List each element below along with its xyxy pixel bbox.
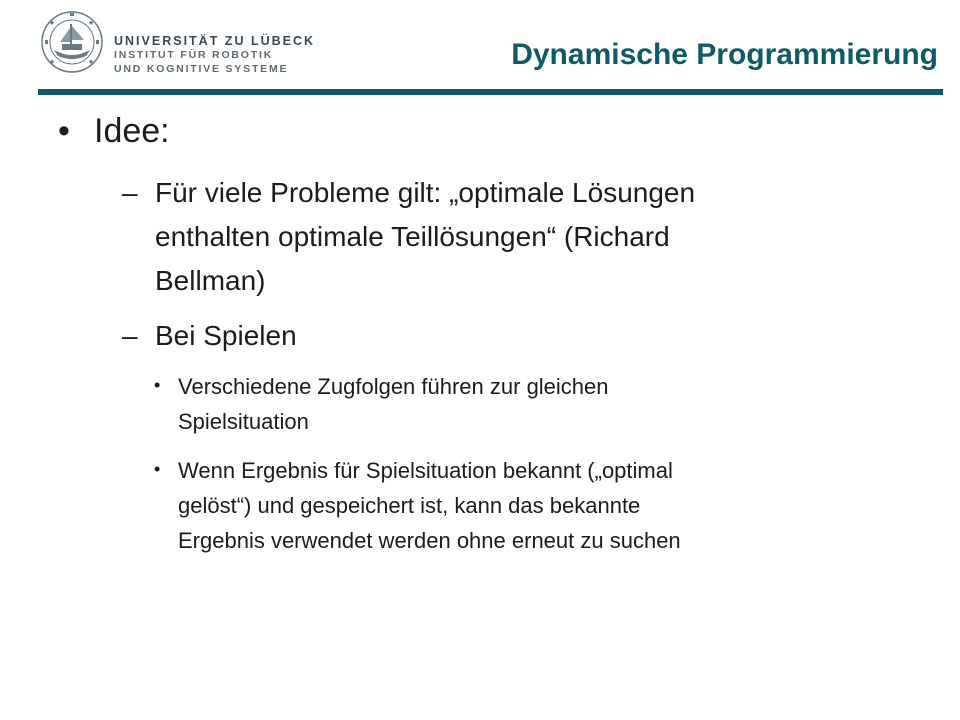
dash-icon: – — [122, 177, 138, 208]
university-name — [114, 34, 315, 76]
dash-icon: – — [122, 320, 138, 351]
sub-sub-bullet-text — [178, 453, 878, 558]
sub-bullet-text: Bei Spielen — [155, 320, 297, 351]
text-line: Für viele Probleme gilt: „optimale Lösungen — [155, 177, 696, 208]
bullet-text: Idee: — [94, 112, 170, 150]
university-line-3: UND KOGNITIVE SYSTEME — [114, 63, 289, 75]
text-line: Bellman) — [155, 265, 266, 296]
bullet-dot-icon: • — [154, 375, 161, 395]
sub-bullet-text — [155, 171, 915, 303]
slide-title: Dynamische Programmierung — [511, 38, 938, 71]
university-line-2: INSTITUT FÜR ROBOTIK — [114, 49, 274, 61]
university-line-1: UNIVERSITÄT ZU LÜBECK — [114, 34, 316, 48]
text-line: gelöst“) und gespeichert ist, kann das bekannte — [178, 493, 641, 518]
text-line: enthalten optimale Teillösungen“ (Richard — [155, 221, 670, 252]
sub-sub-bullet-text — [178, 369, 878, 439]
text-line: Wenn Ergebnis für Spielsituation bekannt („optimal — [178, 458, 673, 483]
bullet-dot-icon: • — [154, 459, 161, 479]
text-line: Ergebnis verwendet werden ohne erneut zu suchen — [178, 528, 681, 553]
text-line: Spielsituation — [178, 409, 309, 434]
bullet-dot-icon: • — [58, 112, 70, 150]
university-seal-icon — [40, 10, 104, 74]
header-rule — [38, 89, 943, 95]
slide-header — [0, 0, 960, 96]
text-line: Verschiedene Zugfolgen führen zur gleichen — [178, 374, 609, 399]
